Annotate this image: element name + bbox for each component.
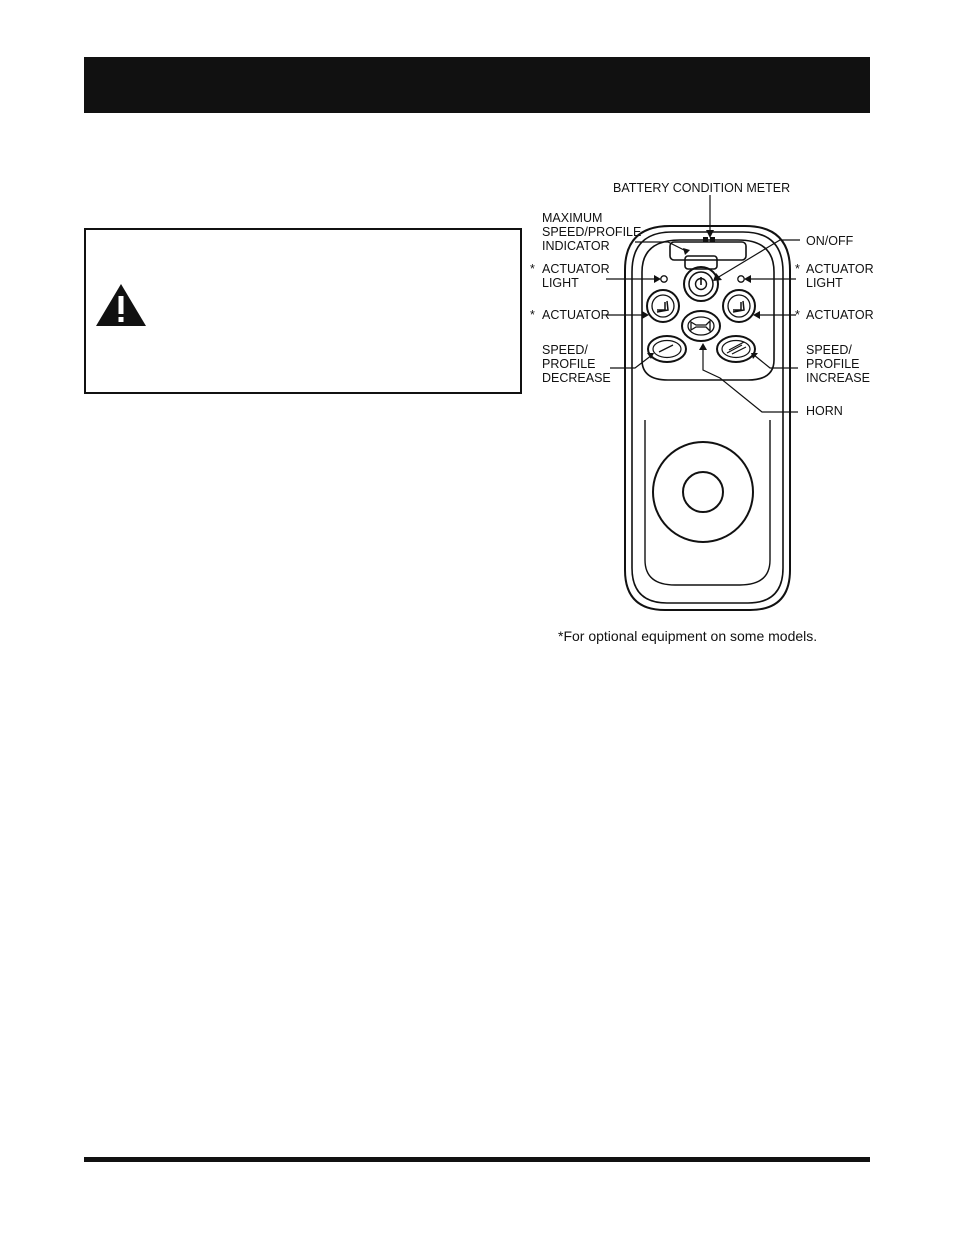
controller-inner-outline: [632, 232, 783, 603]
speed-decrease-label-line2: PROFILE: [542, 357, 596, 371]
asterisk-actuator-light-left: *: [530, 262, 535, 276]
controller-illustration: [520, 170, 900, 660]
speed-decrease-button: [648, 336, 686, 362]
actuator-light-right-label-line2: LIGHT: [806, 276, 843, 290]
speed-decrease-label-line1: SPEED/: [542, 343, 588, 357]
actuator-light-left-label-line2: LIGHT: [542, 276, 579, 290]
actuator-light-right: [738, 276, 744, 282]
warning-triangle-icon: [94, 282, 148, 328]
speed-increase-label-line3: INCREASE: [806, 371, 870, 385]
battery-meter-label: BATTERY CONDITION METER: [613, 181, 791, 195]
on-off-button: [684, 267, 718, 301]
actuator-left-label: ACTUATOR: [542, 308, 610, 322]
joystick-knob: [683, 472, 723, 512]
footer-rule: [84, 1157, 870, 1162]
max-speed-label-line1: MAXIMUM: [542, 211, 603, 225]
actuator-right-label: ACTUATOR: [806, 308, 874, 322]
actuator-light-left-label-line1: ACTUATOR: [542, 262, 610, 276]
horn-label: HORN: [806, 404, 843, 418]
header-bar: [84, 57, 870, 113]
speed-increase-label-line2: PROFILE: [806, 357, 860, 371]
actuator-light-right-label-line1: ACTUATOR: [806, 262, 874, 276]
actuator-button-left: [647, 290, 679, 322]
on-off-label: ON/OFF: [806, 234, 854, 248]
speed-increase-button: [717, 336, 755, 362]
joystick-base: [653, 442, 753, 542]
horn-button: [682, 311, 720, 341]
actuator-button-right: [723, 290, 755, 322]
asterisk-actuator-right: *: [795, 308, 800, 322]
actuator-light-left: [661, 276, 667, 282]
asterisk-actuator-left: *: [530, 308, 535, 322]
joystick-controller-diagram: [520, 170, 900, 660]
battery-meter-display: [670, 242, 746, 260]
max-speed-label-line3: INDICATOR: [542, 239, 610, 253]
speed-decrease-label-line3: DECREASE: [542, 371, 611, 385]
speed-increase-label-line1: SPEED/: [806, 343, 852, 357]
max-speed-label-line2: SPEED/PROFILE: [542, 225, 642, 239]
optional-equipment-footnote: *For optional equipment on some models.: [558, 628, 818, 644]
controller-outer-outline: [625, 226, 790, 610]
asterisk-actuator-light-right: *: [795, 262, 800, 276]
warning-box: [84, 228, 522, 394]
